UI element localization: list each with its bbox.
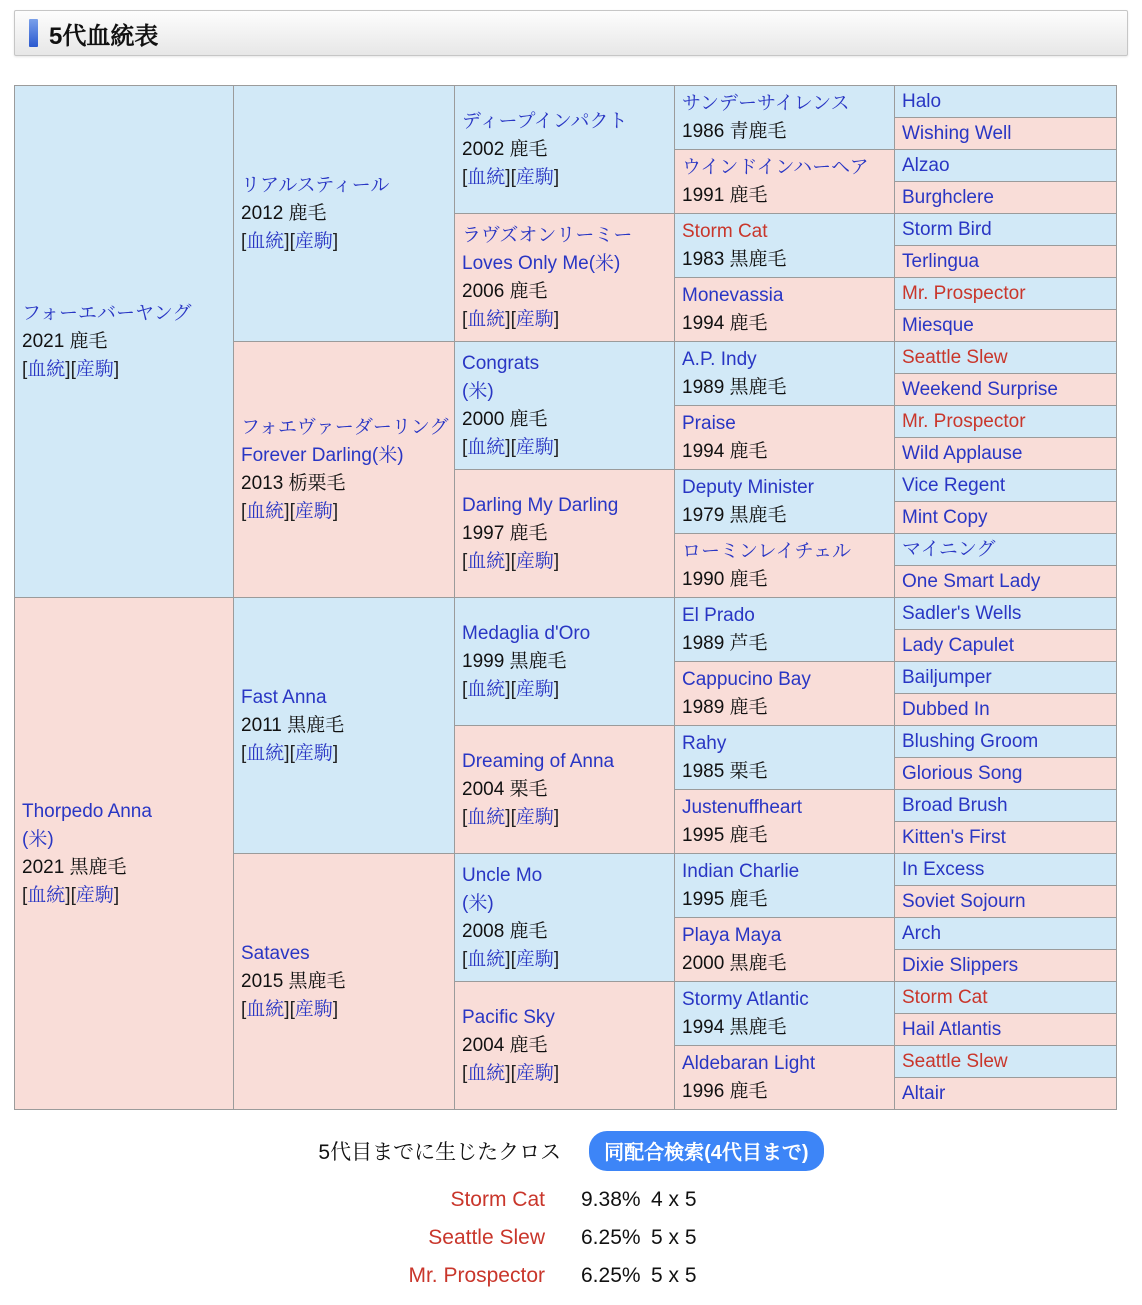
pedigree-cell [234,598,455,854]
horse-link[interactable]: Fast Anna [241,686,327,708]
horse-year-coat: 1985 栗毛 [682,760,768,782]
horse-year-coat: 1989 芦毛 [682,632,768,654]
cross-percent: 6.25% [581,1226,641,1249]
pedigree-cell [455,86,675,214]
horse-year-coat: 1996 鹿毛 [682,1080,768,1102]
pedigree-links: [血統][産駒] [462,308,560,330]
cross-section-label: 5代目までに生じたクロス [318,1141,562,1164]
pedigree-links: [血統][産駒] [241,742,339,764]
blood-link[interactable]: 血統 [246,998,285,1020]
horse-link[interactable]: Mint Copy [902,506,988,528]
blood-link[interactable]: 血統 [467,436,506,458]
horse-link[interactable]: Arch [902,922,942,944]
offspring-link[interactable]: 産駒 [294,742,333,764]
horse-year-coat: 1989 鹿毛 [682,696,768,718]
horse-year-coat: 2013 栃栗毛 [241,472,346,494]
blood-link[interactable]: 血統 [27,884,66,906]
cross-row [0,1264,1142,1302]
pedigree-cell [895,982,1117,1014]
horse-year-coat: 1997 鹿毛 [462,522,548,544]
pedigree-links: [血統][産駒] [241,230,339,252]
horse-link[interactable]: Burghclere [902,186,994,208]
pedigree-links: [血統][産駒] [22,358,120,380]
pedigree-cell [675,470,895,534]
pedigree-cell [675,342,895,406]
pedigree-cell [675,534,895,598]
horse-link[interactable]: Storm Cat [682,220,768,242]
horse-link[interactable]: Rahy [682,732,727,754]
offspring-link[interactable]: 産駒 [515,436,554,458]
pedigree-links: [血統][産駒] [462,550,560,572]
horse-link[interactable]: Wild Applause [902,442,1023,464]
offspring-link[interactable]: 産駒 [75,884,114,906]
cross-section-header [0,1131,1142,1171]
horse-link[interactable]: El Prado [682,604,755,626]
horse-link[interactable]: Darling My Darling [462,494,619,516]
horse-link[interactable]: In Excess [902,858,985,880]
horse-link[interactable]: Thorpedo Anna [22,800,152,822]
horse-link[interactable]: Soviet Sojourn [902,890,1026,912]
same-mating-search-button[interactable]: 同配合検索(4代目まで) [589,1131,823,1171]
pedigree-links: [血統][産駒] [462,1062,560,1084]
pedigree-cell [895,822,1117,854]
horse-link[interactable]: Uncle Mo [462,864,543,886]
horse-link[interactable]: Playa Maya [682,924,782,946]
horse-year-coat: 1989 黒鹿毛 [682,376,787,398]
horse-link[interactable]: Indian Charlie [682,860,800,882]
pedigree-cell [895,758,1117,790]
pedigree-cell [15,86,234,598]
pedigree-cell [895,342,1117,374]
pedigree-cell [675,86,895,150]
offspring-link[interactable]: 産駒 [75,358,114,380]
horse-link[interactable]: Hail Atlantis [902,1018,1002,1040]
horse-link[interactable]: Monevassia [682,284,784,306]
pedigree-links: [血統][産駒] [241,998,339,1020]
pedigree-cell [895,726,1117,758]
pedigree-cell [675,1046,895,1110]
section-header [14,10,1128,56]
pedigree-cell [895,598,1117,630]
blood-link[interactable]: 血統 [467,948,506,970]
cross-pattern: 5 x 5 [651,1226,697,1249]
cross-horse-name: Storm Cat [450,1188,545,1211]
pedigree-cell [675,150,895,214]
horse-link[interactable]: Medaglia d'Oro [462,622,591,644]
horse-link-alt[interactable]: Loves Only Me(米) [462,252,621,274]
pedigree-cell [895,854,1117,886]
pedigree-cell [895,534,1117,566]
horse-link[interactable]: One Smart Lady [902,570,1041,592]
horse-link[interactable]: Dubbed In [902,698,990,720]
pedigree-links: [血統][産駒] [462,806,560,828]
pedigree-links: [血統][産駒] [462,166,560,188]
pedigree-cell [895,438,1117,470]
pedigree-cell [895,950,1117,982]
horse-link[interactable]: Wishing Well [902,122,1012,144]
pedigree-cell [895,118,1117,150]
blood-link[interactable]: 血統 [467,308,506,330]
horse-link[interactable]: Justenuffheart [682,796,803,818]
horse-link[interactable]: Dreaming of Anna [462,750,615,772]
pedigree-cell [895,502,1117,534]
horse-link[interactable]: Storm Bird [902,218,992,240]
horse-link-alt[interactable]: (米) [22,828,54,850]
horse-link[interactable]: A.P. Indy [682,348,757,370]
horse-year-coat: 1990 鹿毛 [682,568,768,590]
pedigree-cell [455,598,675,726]
horse-link[interactable]: ラヴズオンリーミー [462,224,633,246]
horse-link-alt[interactable]: Forever Darling(米) [241,444,404,466]
horse-link[interactable]: Bailjumper [902,666,992,688]
pedigree-cell [675,982,895,1046]
horse-year-coat: 2012 鹿毛 [241,202,327,224]
horse-link[interactable]: マイニング [902,538,996,560]
pedigree-cell [895,214,1117,246]
pedigree-cell [675,790,895,854]
horse-link[interactable]: Stormy Atlantic [682,988,809,1010]
pedigree-cell [895,406,1117,438]
pedigree-cell [675,918,895,982]
horse-link[interactable]: Lady Capulet [902,634,1014,656]
horse-link[interactable]: Broad Brush [902,794,1008,816]
horse-link[interactable]: Alzao [902,154,950,176]
page-title: 5代血統表 [49,22,159,50]
horse-link[interactable]: Praise [682,412,736,434]
horse-year-coat: 1991 鹿毛 [682,184,768,206]
horse-year-coat: 2004 鹿毛 [462,1034,548,1056]
horse-link[interactable]: Seattle Slew [902,346,1008,368]
horse-link[interactable]: Deputy Minister [682,476,814,498]
pedigree-cell [895,150,1117,182]
pedigree-cell [675,278,895,342]
horse-link[interactable]: Mr. Prospector [902,282,1026,304]
horse-link[interactable]: Kitten's First [902,826,1006,848]
horse-year-coat: 2004 栗毛 [462,778,548,800]
horse-link[interactable]: ローミンレイチェル [682,540,852,562]
pedigree-cell [895,374,1117,406]
cross-list [0,1188,1142,1302]
offspring-link[interactable]: 産駒 [515,550,554,572]
pedigree-cell [895,246,1117,278]
blood-link[interactable]: 血統 [467,806,506,828]
pedigree-cell [895,1078,1117,1110]
horse-link[interactable]: Mr. Prospector [902,410,1026,432]
horse-link[interactable]: Altair [902,1082,946,1104]
pedigree-cell [895,1046,1117,1078]
pedigree-cell [895,86,1117,118]
blood-link[interactable]: 血統 [467,550,506,572]
pedigree-cell [675,662,895,726]
horse-link[interactable]: Aldebaran Light [682,1052,816,1074]
horse-year-coat: 2002 鹿毛 [462,138,548,160]
blood-link[interactable]: 血統 [246,500,285,522]
horse-link[interactable]: ウインドインハーヘア [682,156,869,178]
horse-link-alt[interactable]: (米) [462,892,494,914]
blood-link[interactable]: 血統 [467,166,506,188]
offspring-link[interactable]: 産駒 [515,1062,554,1084]
pedigree-cell [895,694,1117,726]
horse-year-coat: 1994 黒鹿毛 [682,1016,787,1038]
horse-link[interactable]: Seattle Slew [902,1050,1008,1072]
pedigree-cell [455,470,675,598]
pedigree-links: [血統][産駒] [462,436,560,458]
pedigree-cell [234,854,455,1110]
offspring-link[interactable]: 産駒 [515,166,554,188]
horse-year-coat: 2008 鹿毛 [462,920,548,942]
cross-pattern: 5 x 5 [651,1264,697,1287]
pedigree-cell [455,854,675,982]
horse-link[interactable]: サンデーサイレンス [682,92,850,114]
cross-horse-name: Seattle Slew [428,1226,545,1249]
offspring-link[interactable]: 産駒 [515,308,554,330]
pedigree-links: [血統][産駒] [22,884,120,906]
horse-link[interactable]: Sataves [241,942,310,964]
pedigree-cell [675,406,895,470]
pedigree-cell [234,342,455,598]
pedigree-cell [455,214,675,342]
horse-link[interactable]: Storm Cat [902,986,988,1008]
horse-link[interactable]: フォーエバーヤング [22,302,192,324]
pedigree-cell [895,182,1117,214]
horse-year-coat: 1994 鹿毛 [682,440,768,462]
pedigree-links: [血統][産駒] [462,948,560,970]
pedigree-links: [血統][産駒] [462,678,560,700]
horse-link[interactable]: Pacific Sky [462,1006,555,1028]
offspring-link[interactable]: 産駒 [294,500,333,522]
cross-pattern: 4 x 5 [651,1188,697,1211]
blood-link[interactable]: 血統 [27,358,66,380]
horse-year-coat: 2006 鹿毛 [462,280,548,302]
pedigree-cell [675,598,895,662]
blood-link[interactable]: 血統 [467,678,506,700]
horse-year-coat: 2000 鹿毛 [462,408,548,430]
cross-percent: 6.25% [581,1264,641,1287]
pedigree-cell [15,598,234,1110]
horse-link[interactable]: Blushing Groom [902,730,1039,752]
horse-year-coat: 2021 黒鹿毛 [22,856,127,878]
pedigree-cell [895,1014,1117,1046]
blood-link[interactable]: 血統 [467,1062,506,1084]
pedigree-cell [895,630,1117,662]
horse-link[interactable]: Weekend Surprise [902,378,1058,400]
horse-year-coat: 1994 鹿毛 [682,312,768,334]
blood-link[interactable]: 血統 [246,742,285,764]
offspring-link[interactable]: 産駒 [515,948,554,970]
pedigree-cell [895,790,1117,822]
cross-row [0,1226,1142,1264]
pedigree-cell [895,918,1117,950]
horse-year-coat: 1983 黒鹿毛 [682,248,787,270]
pedigree-cell [455,982,675,1110]
horse-link[interactable]: Sadler's Wells [902,602,1022,624]
pedigree-cell [675,726,895,790]
offspring-link[interactable]: 産駒 [294,998,333,1020]
cross-percent: 9.38% [581,1188,641,1211]
blood-link[interactable]: 血統 [246,230,285,252]
pedigree-cell [895,662,1117,694]
pedigree-cell [234,86,455,342]
horse-year-coat: 1995 鹿毛 [682,824,768,846]
horse-link[interactable]: Terlingua [902,250,980,272]
pedigree-cell [895,886,1117,918]
pedigree-cell [675,854,895,918]
horse-link[interactable]: Congrats [462,352,540,374]
cross-row [0,1188,1142,1226]
offspring-link[interactable]: 産駒 [515,806,554,828]
horse-link[interactable]: ディープインパクト [462,110,628,132]
horse-year-coat: 1995 鹿毛 [682,888,768,910]
horse-year-coat: 2011 黒鹿毛 [241,714,345,736]
pedigree-links: [血統][産駒] [241,500,339,522]
pedigree-cell [895,566,1117,598]
horse-link[interactable]: Miesque [902,314,974,336]
horse-year-coat: 1986 青鹿毛 [682,120,787,142]
offspring-link[interactable]: 産駒 [294,230,333,252]
horse-year-coat: 2000 黒鹿毛 [682,952,787,974]
horse-link-alt[interactable]: (米) [462,380,494,402]
header-accent-bar [29,19,38,47]
pedigree-cell [455,342,675,470]
cross-horse-name: Mr. Prospector [408,1264,545,1287]
horse-link[interactable]: Vice Regent [902,474,1006,496]
pedigree-cell [675,214,895,278]
pedigree-cell [895,470,1117,502]
horse-year-coat: 1979 黒鹿毛 [682,504,787,526]
pedigree-cell [455,726,675,854]
horse-year-coat: 2015 黒鹿毛 [241,970,346,992]
pedigree-cell [895,278,1117,310]
horse-link[interactable]: Dixie Slippers [902,954,1019,976]
horse-link[interactable]: Halo [902,90,942,112]
horse-year-coat: 2021 鹿毛 [22,330,108,352]
horse-link[interactable]: フォエヴァーダーリング [241,416,449,438]
horse-link[interactable]: リアルスティール [241,174,390,196]
offspring-link[interactable]: 産駒 [515,678,554,700]
horse-year-coat: 1999 黒鹿毛 [462,650,567,672]
horse-link[interactable]: Glorious Song [902,762,1023,784]
pedigree-cell [895,310,1117,342]
horse-link[interactable]: Cappucino Bay [682,668,811,690]
pedigree-table [14,85,1117,1110]
